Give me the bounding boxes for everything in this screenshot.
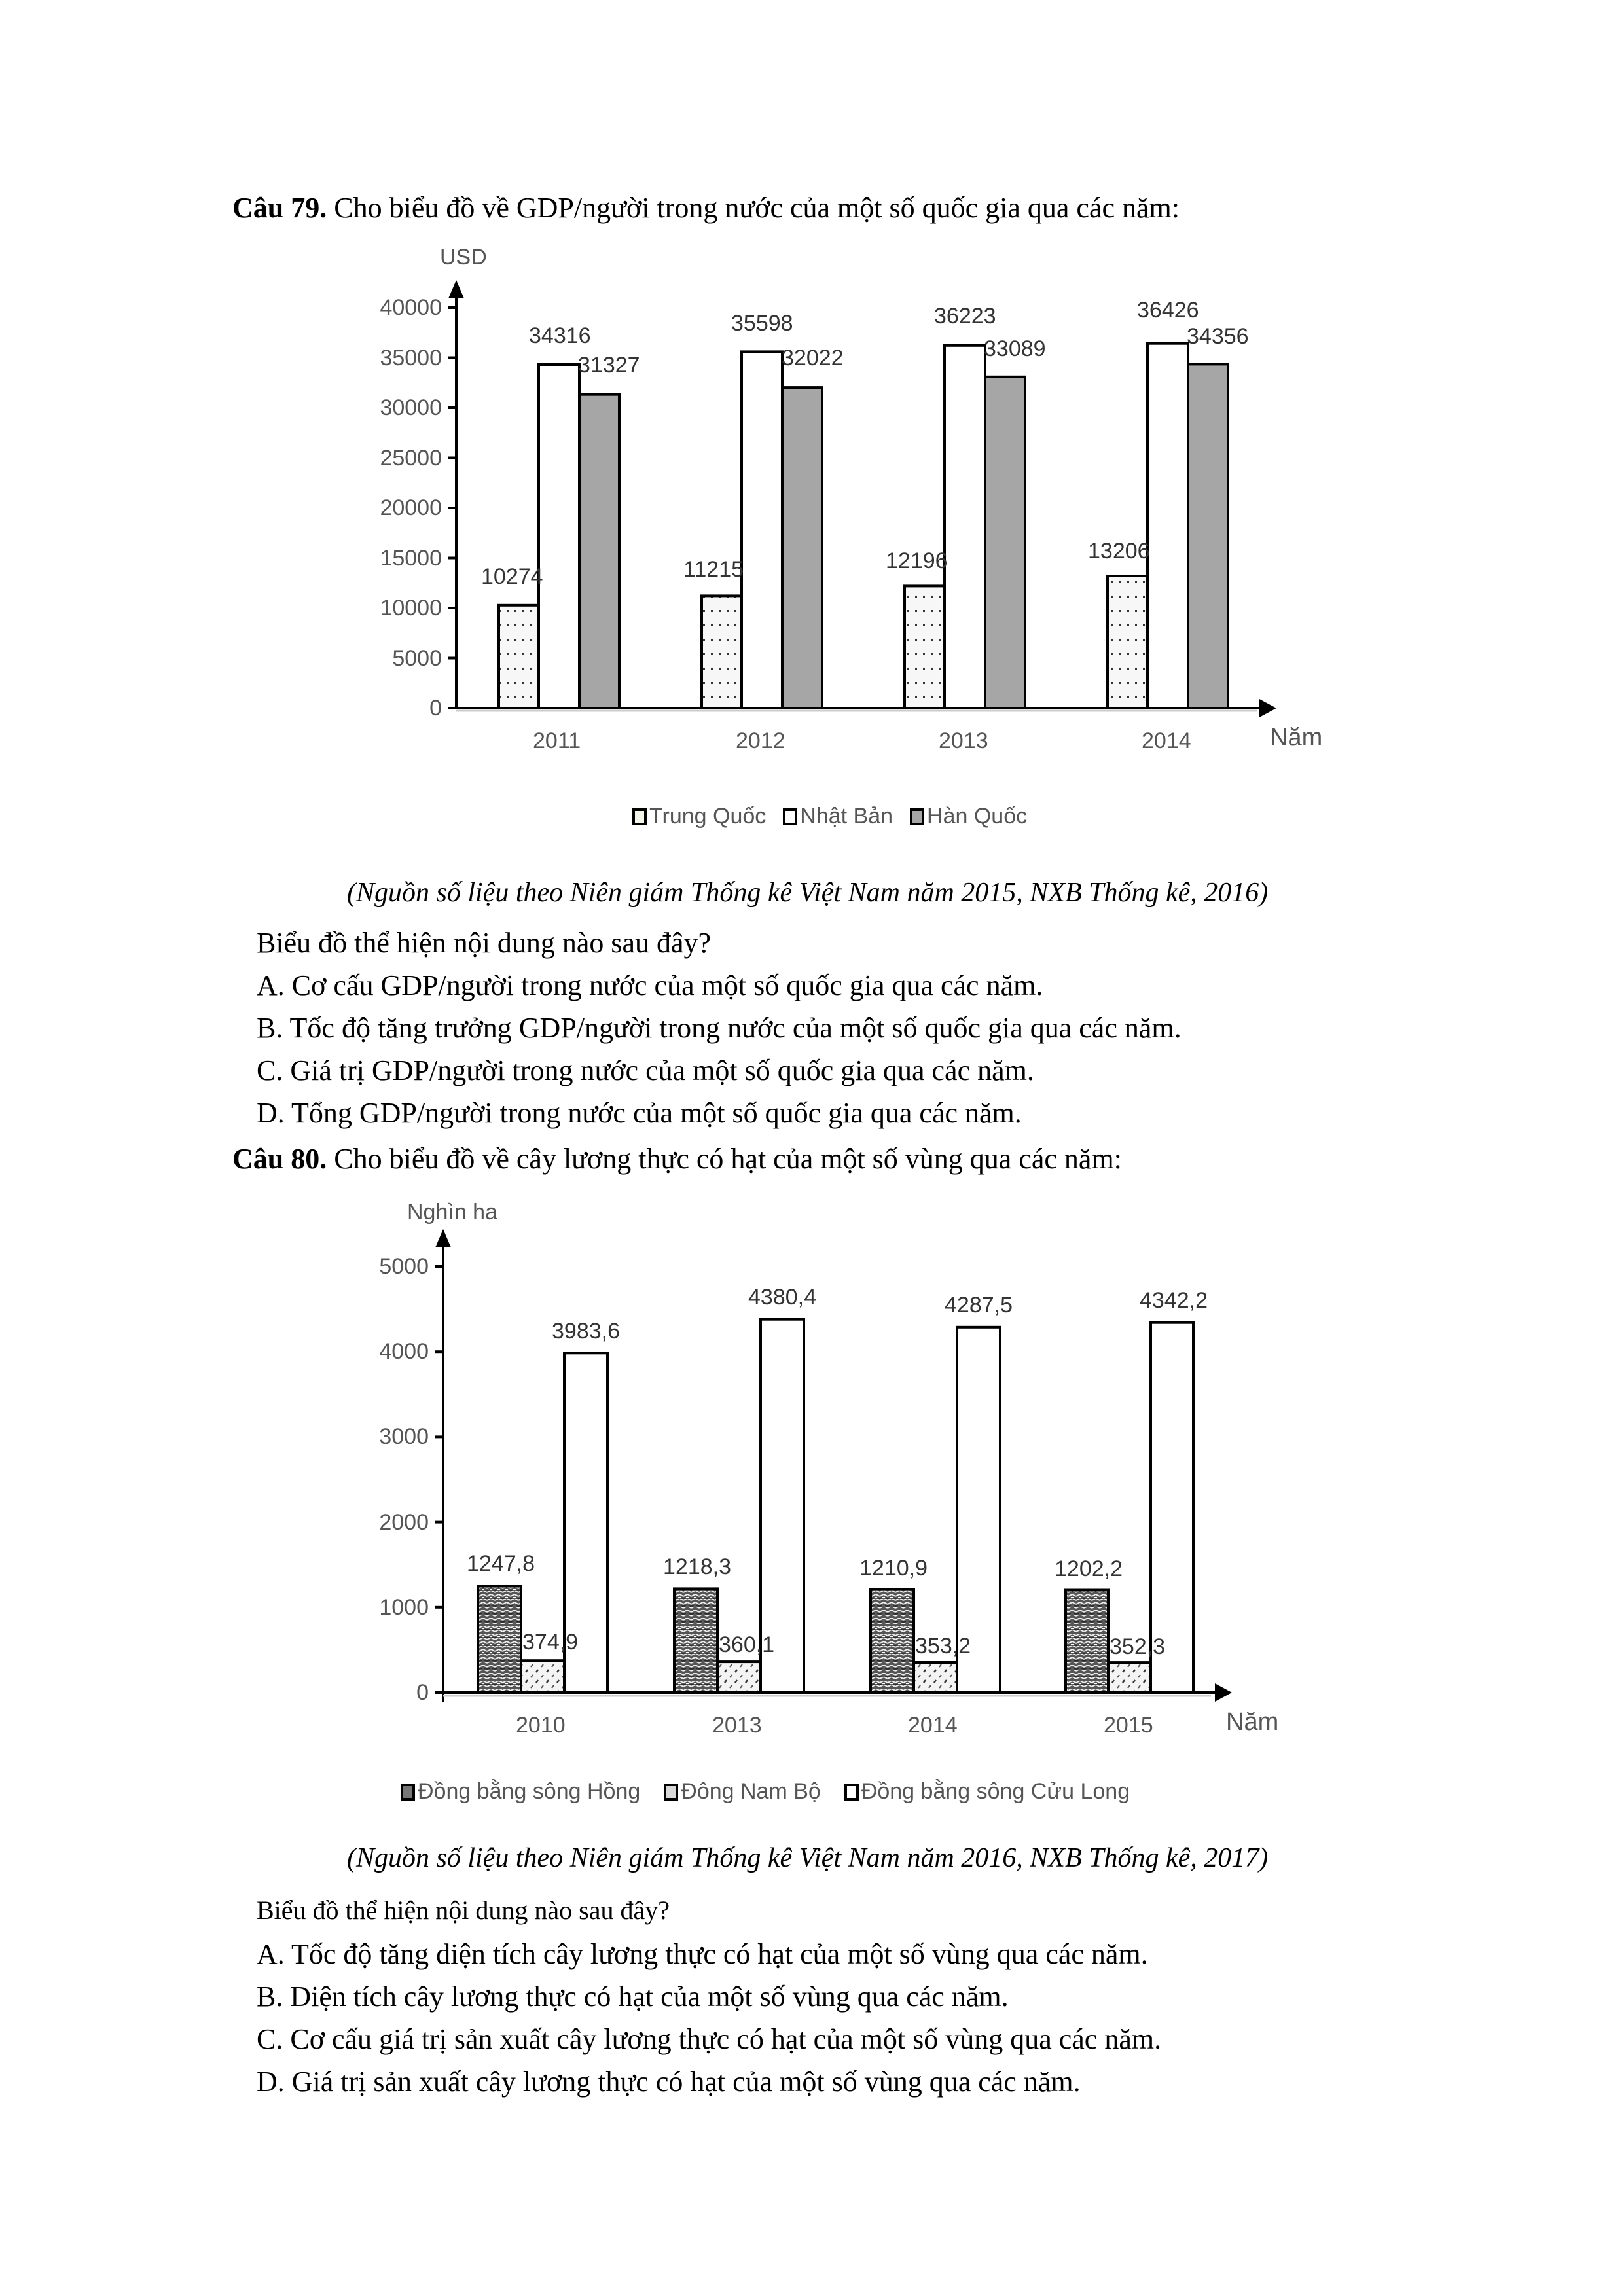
q79-value-label: 10274 <box>481 564 543 589</box>
q79-xtick: 2014 <box>1142 728 1191 753</box>
q80-y-unit: Nghìn ha <box>407 1200 497 1225</box>
q80-ytick: 1000 <box>379 1595 429 1620</box>
q80-ytick: 3000 <box>379 1424 429 1449</box>
q80-y-arrow-icon <box>435 1229 451 1247</box>
q80-value-label: 374,9 <box>522 1630 579 1655</box>
q79-value-label: 31327 <box>578 353 640 378</box>
q80-value-label: 3983,6 <box>552 1319 620 1344</box>
q79-ytick: 20000 <box>380 495 442 520</box>
q79-x-unit: Năm <box>1270 724 1323 751</box>
q79-ytick: 40000 <box>380 295 442 320</box>
q80-value-label: 1218,3 <box>663 1554 731 1579</box>
q80-ytick: 4000 <box>379 1339 429 1364</box>
q80-ytick: 2000 <box>379 1510 429 1535</box>
q80-value-label: 4287,5 <box>945 1293 1013 1318</box>
q80-heading <box>232 1142 1122 1175</box>
q80-prompt: Biểu đồ thể hiện nội dung nào sau đây? <box>257 1895 670 1925</box>
q79-ytick: 5000 <box>392 646 442 671</box>
q80-option-b[interactable]: B. Diện tích cây lương thực có hạt của một số vùng qua các năm. <box>257 1981 1009 2013</box>
q80-title: Cho biểu đồ về cây lương thực có hạt của một số vùng qua các năm: <box>334 1143 1122 1175</box>
q80-option-a[interactable]: A. Tốc độ tăng diện tích cây lương thực có hạt của một số vùng qua các năm. <box>257 1938 1148 1970</box>
q79-label: Câu 79. <box>232 192 327 224</box>
q80-xtick: 2014 <box>908 1713 958 1738</box>
q79-ytick: 25000 <box>380 446 442 471</box>
q80-x-arrow-icon <box>1215 1683 1232 1702</box>
legend-item-dong-nam-bo: Đông Nam Bộ <box>664 1779 821 1804</box>
q79-xtick: 2013 <box>939 728 988 753</box>
dotted-swatch-icon <box>664 1784 678 1801</box>
q79-y-arrow-icon <box>448 280 464 298</box>
white-swatch-icon <box>783 808 797 825</box>
q79-value-label: 36223 <box>934 304 996 329</box>
white-swatch-icon <box>844 1784 859 1801</box>
q79-y-unit: USD <box>440 245 487 270</box>
q79-ytick: 10000 <box>380 596 442 620</box>
q79-ytick: 0 <box>429 696 442 721</box>
legend-item-trung-quoc: Trung Quốc <box>632 804 766 829</box>
q79-value-label: 11215 <box>683 557 744 582</box>
q80-option-d[interactable]: D. Giá trị sản xuất cây lương thực có hạt của một số vùng qua các năm. <box>257 2066 1081 2098</box>
q79-value-label: 12196 <box>886 548 948 573</box>
q79-option-b[interactable]: B. Tốc độ tăng trưởng GDP/người trong nước của một số quốc gia qua các năm. <box>257 1012 1182 1044</box>
q80-value-label: 4380,4 <box>748 1285 816 1310</box>
q80-value-label: 4342,2 <box>1140 1288 1208 1313</box>
q79-option-d[interactable]: D. Tổng GDP/người trong nước của một số quốc gia qua các năm. <box>257 1097 1022 1129</box>
q80-legend <box>401 1779 1130 1804</box>
q80-value-label: 353,2 <box>915 1634 971 1659</box>
q79-chart <box>0 0 1624 851</box>
q80-source: (Nguồn số liệu theo Niên giám Thống kê Việt Nam năm 2016, NXB Thống kê, 2017) <box>347 1843 1269 1873</box>
q80-value-label: 1247,8 <box>467 1551 535 1576</box>
legend-item-han-quoc: Hàn Quốc <box>910 804 1027 829</box>
q79-value-label: 34356 <box>1187 324 1249 349</box>
q79-value-label: 36426 <box>1137 298 1199 323</box>
q80-option-c[interactable]: C. Cơ cấu giá trị sản xuất cây lương thực có hạt của một số vùng qua các năm. <box>257 2023 1162 2055</box>
legend-item-nhat-ban: Nhật Bản <box>783 804 893 829</box>
q79-xtick: 2012 <box>736 728 785 753</box>
q79-xtick: 2011 <box>533 728 581 753</box>
q80-value-label: 352,3 <box>1110 1634 1166 1659</box>
q80-value-label: 1202,2 <box>1055 1556 1123 1581</box>
legend-item-dong-bang-song-cuu-long: Đồng bằng sông Cửu Long <box>844 1779 1130 1804</box>
dotted-swatch-icon <box>632 808 647 825</box>
q79-ytick: 15000 <box>380 546 442 571</box>
q80-value-label: 1210,9 <box>859 1556 928 1581</box>
q79-value-label: 13206 <box>1088 539 1150 564</box>
q79-x-arrow-icon <box>1259 699 1276 717</box>
q79-value-label: 32022 <box>782 346 844 370</box>
q80-label: Câu 80. <box>232 1143 327 1175</box>
q80-xtick: 2010 <box>516 1713 566 1738</box>
q80-value-label: 360,1 <box>719 1632 775 1657</box>
legend-item-dong-bang-song-hong: Đồng bằng sông Hồng <box>401 1779 640 1804</box>
q79-legend <box>632 804 1027 829</box>
q80-x-unit: Năm <box>1226 1708 1279 1736</box>
q79-source: (Nguồn số liệu theo Niên giám Thống kê Việt Nam năm 2015, NXB Thống kê, 2016) <box>347 878 1269 908</box>
q79-option-a[interactable]: A. Cơ cấu GDP/người trong nước của một số quốc gia qua các năm. <box>257 969 1043 1001</box>
q79-title: Cho biểu đồ về GDP/người trong nước của một số quốc gia qua các năm: <box>334 192 1180 224</box>
q80-ytick: 5000 <box>379 1254 429 1279</box>
q80-xtick: 2015 <box>1104 1713 1153 1738</box>
q79-value-label: 35598 <box>731 311 793 336</box>
q80-xtick: 2013 <box>712 1713 762 1738</box>
q79-ytick: 30000 <box>380 395 442 420</box>
q79-option-c[interactable]: C. Giá trị GDP/người trong nước của một số quốc gia qua các năm. <box>257 1054 1034 1086</box>
q79-value-label: 34316 <box>529 323 591 348</box>
q79-ytick: 35000 <box>380 346 442 370</box>
q80-ytick: 0 <box>416 1680 429 1705</box>
q79-value-label: 33089 <box>984 336 1046 361</box>
q79-prompt: Biểu đồ thể hiện nội dung nào sau đây? <box>257 927 712 959</box>
gray-swatch-icon <box>910 808 924 825</box>
woven-swatch-icon <box>401 1784 415 1801</box>
